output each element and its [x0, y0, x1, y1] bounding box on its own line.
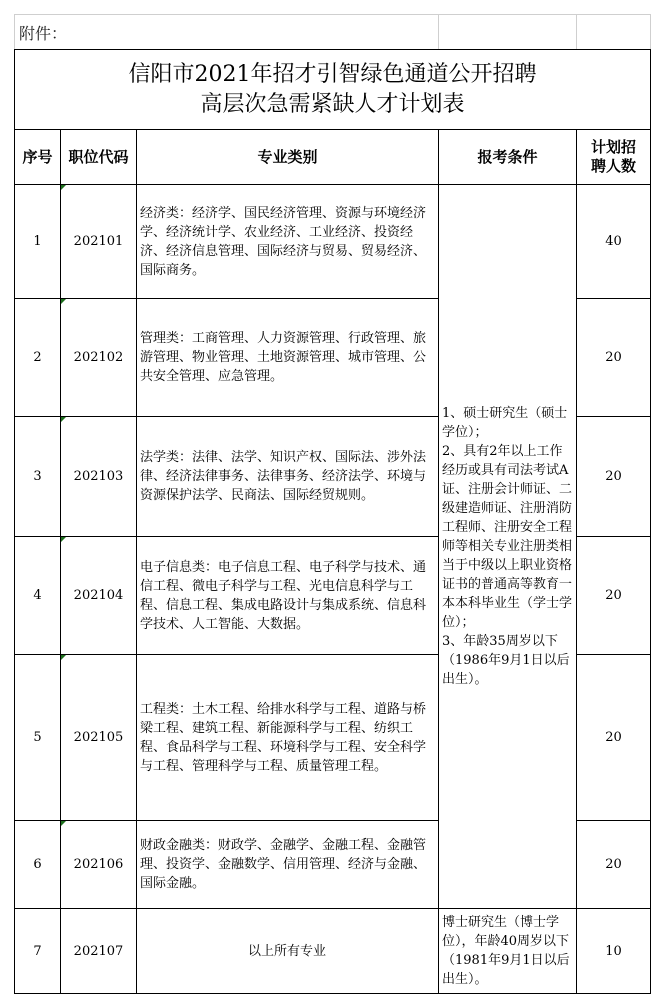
- row-count: 20: [577, 299, 651, 417]
- row-count: 40: [577, 185, 651, 299]
- row-major: 以上所有专业: [137, 909, 439, 994]
- title-line-2: 高层次急需紧缺人才计划表: [200, 91, 465, 117]
- header-count-text: 计划招聘人数: [590, 138, 636, 175]
- row-major: 管理类：工商管理、人力资源管理、行政管理、旅游管理、物业管理、土地资源管理、城市管理、公共安全管理、应急管理。: [137, 299, 439, 417]
- row-count: 20: [577, 655, 651, 821]
- row-no: 7: [15, 909, 61, 994]
- comment-marker-icon: [61, 537, 66, 542]
- row-code-cell: [61, 537, 137, 655]
- header-count: [577, 130, 651, 185]
- comment-marker-icon: [61, 821, 66, 826]
- row-code: 202103: [73, 469, 124, 484]
- attachment-label: 附件：: [15, 15, 439, 50]
- title-line-1: 信阳市2021年招才引智绿色通道公开招聘: [128, 61, 537, 87]
- header-code: 职位代码: [61, 130, 137, 185]
- row-no: 1: [15, 185, 61, 299]
- row-major: 财政金融类：财政学、金融学、金融工程、金融管理、投资学、金融数学、信用管理、经济与金融、国际金融。: [137, 821, 439, 909]
- row-no: 4: [15, 537, 61, 655]
- row-no: 3: [15, 417, 61, 537]
- comment-marker-icon: [61, 655, 66, 660]
- row-major: 电子信息类：电子信息工程、电子科学与技术、通信工程、微电子科学与工程、光电信息科学与工程、信息工程、集成电路设计与集成系统、信息科学技术、人工智能、大数据。: [137, 537, 439, 655]
- header-major: 专业类别: [137, 130, 439, 185]
- header-conditions: 报考条件: [439, 130, 577, 185]
- recruitment-plan-table: [14, 14, 651, 994]
- row-code-cell: [61, 821, 137, 909]
- row-code-cell: [61, 185, 137, 299]
- table-title: [15, 50, 651, 130]
- row-code: 202107: [61, 909, 137, 994]
- row-no: 6: [15, 821, 61, 909]
- row-code-cell: [61, 417, 137, 537]
- row-major: 法学类：法律、法学、知识产权、国际法、涉外法律、经济法律事务、法律事务、经济法学、环境与资源保护法学、民商法、国际经贸规则。: [137, 417, 439, 537]
- row-count: 10: [577, 909, 651, 994]
- row-code: 202101: [73, 234, 124, 249]
- row-major: 工程类：土木工程、给排水科学与工程、道路与桥梁工程、建筑工程、新能源科学与工程、纺织工程、食品科学与工程、环境科学与工程、安全科学与工程、管理科学与工程、质量管理工程。: [137, 655, 439, 821]
- row-no: 2: [15, 299, 61, 417]
- row-code: 202105: [73, 730, 124, 745]
- header-no: 序号: [15, 130, 61, 185]
- row-code: 202106: [73, 857, 124, 872]
- row-count: 20: [577, 417, 651, 537]
- conditions-row7: 博士研究生（博士学位），年龄40周岁以下（1981年9月1日以后出生）。: [439, 909, 577, 994]
- row-no: 5: [15, 655, 61, 821]
- row-code-cell: [61, 655, 137, 821]
- row-code-cell: [61, 299, 137, 417]
- row-count: 20: [577, 537, 651, 655]
- row-count: 20: [577, 821, 651, 909]
- row-code: 202104: [73, 588, 124, 603]
- empty-cell: [439, 15, 577, 50]
- row-code: 202102: [73, 350, 124, 365]
- conditions-shared-text: 1、硕士研究生（硕士学位）； 2、具有2年以上工作经历或具有司法考试A证、注册会计师证、二级建造师证、注册消防工程师、注册安全工程师等相关专业注册类相当于中级以上职业资格证书的普通高等教育一本本科毕业生（学士学位）； 3、年龄35周岁以下（1986年9月1日以后出生）。: [442, 406, 573, 687]
- comment-marker-icon: [61, 299, 66, 304]
- comment-marker-icon: [61, 185, 66, 190]
- comment-marker-icon: [61, 417, 66, 422]
- empty-cell: [577, 15, 651, 50]
- table-row: [15, 185, 651, 299]
- row-major: 经济类：经济学、国民经济管理、资源与环境经济学、经济统计学、农业经济、工业经济、投资经济、经济信息管理、国际经济与贸易、贸易经济、国际商务。: [137, 185, 439, 299]
- table-row: [15, 909, 651, 994]
- conditions-shared: [439, 185, 577, 909]
